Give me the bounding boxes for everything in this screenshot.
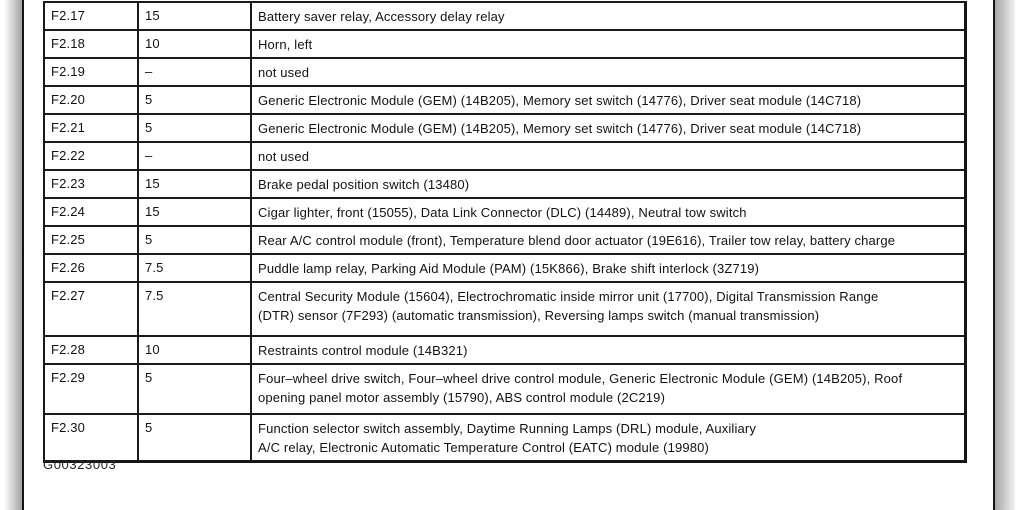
fuse-table: [43, 1, 967, 463]
fuse-row: [44, 254, 966, 282]
description-cell: [251, 86, 966, 114]
amperage-cell: –: [138, 142, 251, 170]
description-line: (DTR) sensor (7F293) (automatic transmission), Reversing lamps switch (manual transmission): [258, 308, 820, 323]
description-line: Cigar lighter, front (15055), Data Link Connector (DLC) (14489), Neutral tow switch: [258, 205, 747, 220]
fuse-row: [44, 226, 966, 254]
description-line: Brake pedal position switch (13480): [258, 177, 470, 192]
amperage-cell: 5: [138, 364, 251, 414]
amperage-cell: 5: [138, 414, 251, 462]
amperage-cell: 7.5: [138, 254, 251, 282]
fuse-row: [44, 30, 966, 58]
description-cell: [251, 30, 966, 58]
fuse-id-cell: F2.23: [44, 170, 138, 198]
amperage-cell: 15: [138, 170, 251, 198]
description-line: opening panel motor assembly (15790), ABS control module (2C219): [258, 390, 666, 405]
description-cell: [251, 58, 966, 86]
fuse-row: [44, 86, 966, 114]
description-cell: [251, 282, 966, 336]
fuse-row: [44, 170, 966, 198]
description-line: Horn, left: [258, 37, 313, 52]
description-cell: [251, 336, 966, 364]
amperage-cell: 15: [138, 2, 251, 30]
fuse-id-cell: F2.19: [44, 58, 138, 86]
description-line: not used: [258, 149, 310, 164]
amperage-cell: 5: [138, 114, 251, 142]
description-line: Puddle lamp relay, Parking Aid Module (PAM) (15K866), Brake shift interlock (3Z719): [258, 261, 760, 276]
amperage-cell: 15: [138, 198, 251, 226]
description-cell: [251, 226, 966, 254]
fuse-id-cell: F2.17: [44, 2, 138, 30]
fuse-row: [44, 364, 966, 414]
page-edge-shadow-right: [995, 0, 1015, 510]
description-cell: [251, 414, 966, 462]
fuse-id-cell: F2.22: [44, 142, 138, 170]
fuse-id-cell: F2.24: [44, 198, 138, 226]
description-line: Restraints control module (14B321): [258, 343, 468, 358]
description-cell: [251, 170, 966, 198]
fuse-table-body: [44, 2, 966, 462]
fuse-id-cell: F2.21: [44, 114, 138, 142]
fuse-id-cell: F2.18: [44, 30, 138, 58]
amperage-cell: 5: [138, 226, 251, 254]
amperage-cell: 10: [138, 30, 251, 58]
fuse-id-cell: F2.27: [44, 282, 138, 336]
fuse-row: [44, 114, 966, 142]
description-line: Four–wheel drive switch, Four–wheel drive control module, Generic Electronic Module (GEM) (14B205), Roof: [258, 371, 903, 386]
description-cell: [251, 142, 966, 170]
page-frame-line-left: [22, 0, 24, 510]
fuse-row: [44, 142, 966, 170]
description-line: Rear A/C control module (front), Temperature blend door actuator (19E616), Trailer tow relay, battery charge: [258, 233, 896, 248]
fuse-row: [44, 414, 966, 462]
description-line: Generic Electronic Module (GEM) (14B205), Memory set switch (14776), Driver seat module (14C718): [258, 93, 862, 108]
fuse-id-cell: F2.30: [44, 414, 138, 462]
fuse-row: [44, 58, 966, 86]
description-line: Generic Electronic Module (GEM) (14B205), Memory set switch (14776), Driver seat module (14C718): [258, 121, 862, 136]
fuse-row: [44, 282, 966, 336]
fuse-id-cell: F2.29: [44, 364, 138, 414]
figure-id: G00323003: [43, 457, 117, 472]
fuse-id-cell: F2.25: [44, 226, 138, 254]
amperage-cell: –: [138, 58, 251, 86]
page-edge-shadow-left: [4, 0, 22, 510]
description-line: Battery saver relay, Accessory delay relay: [258, 9, 505, 24]
description-line: not used: [258, 65, 310, 80]
fuse-id-cell: F2.20: [44, 86, 138, 114]
description-line: Central Security Module (15604), Electrochromatic inside mirror unit (17700), Digital Transmission Range: [258, 289, 879, 304]
description-line: A/C relay, Electronic Automatic Temperature Control (EATC) module (19980): [258, 440, 709, 455]
fuse-row: [44, 336, 966, 364]
description-cell: [251, 254, 966, 282]
amperage-cell: 7.5: [138, 282, 251, 336]
fuse-id-cell: F2.26: [44, 254, 138, 282]
fuse-id-cell: F2.28: [44, 336, 138, 364]
fuse-row: [44, 198, 966, 226]
fuse-row: [44, 2, 966, 30]
description-cell: [251, 364, 966, 414]
description-cell: [251, 2, 966, 30]
description-cell: [251, 198, 966, 226]
amperage-cell: 10: [138, 336, 251, 364]
description-cell: [251, 114, 966, 142]
description-line: Function selector switch assembly, Daytime Running Lamps (DRL) module, Auxiliary: [258, 421, 757, 436]
amperage-cell: 5: [138, 86, 251, 114]
